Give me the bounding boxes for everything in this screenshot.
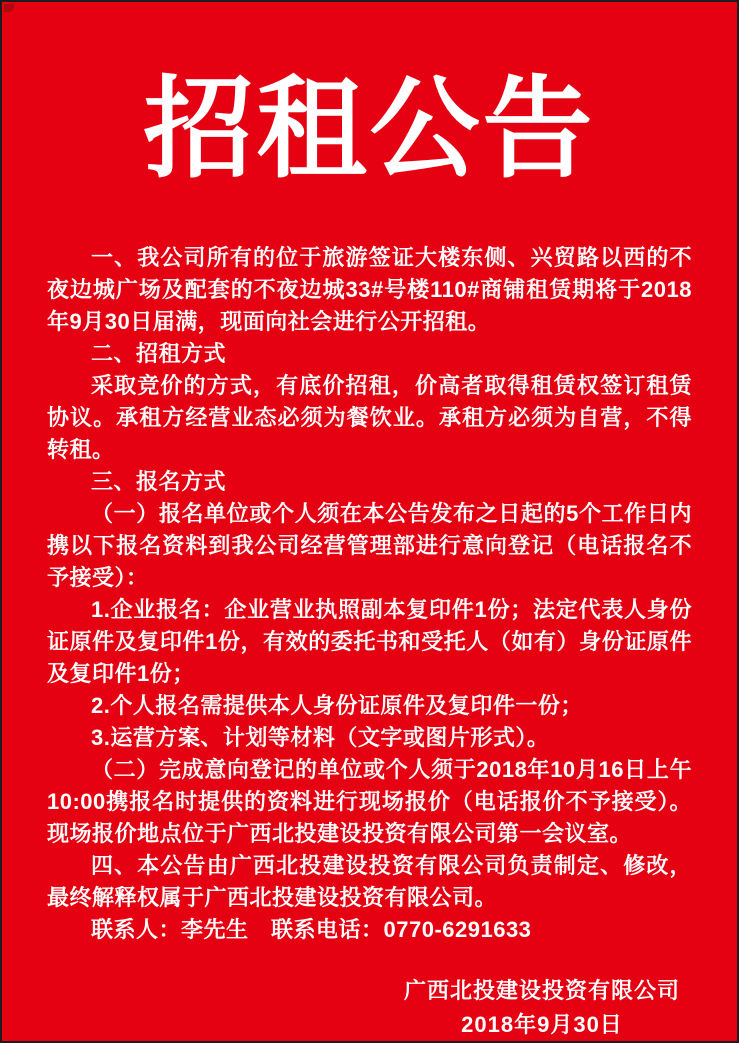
paragraph-section3-doc1: 1.企业报名：企业营业执照副本复印件1份；法定代表人身份证原件及复印件1份，有效的委托书和受托人（如有）身份证原件及复印件1份； [47, 597, 692, 686]
paragraph-section3-item1: （一）报名单位或个人须在本公告发布之日起的5个工作日内携以下报名资料到我公司经营管理部进行意向登记（电话报名不予接受）： [47, 501, 692, 590]
heading-section2: 二、招租方式 [91, 341, 227, 366]
paragraph-section3-item2: （二）完成意向登记的单位或个人须于2018年10月16日上午10:00携报名时提供的资料进行现场报价（电话报价不予接受）。现场报价地点位于广西北投建设投资有限公司第一会议室。 [47, 757, 692, 846]
signature-company: 广西北投建设投资有限公司 [403, 978, 680, 1003]
signature-date: 2018年9月30日 [461, 1012, 623, 1037]
signature-block [404, 974, 680, 1042]
paragraph-section1-intro: 一、我公司所有的位于旅游签证大楼东侧、兴贸路以西的不夜边城广场及配套的不夜边城33#号楼110#商铺租赁期将于2018年9月30日届满，现面向社会进行公开招租。 [47, 245, 692, 334]
poster-body [47, 242, 692, 946]
paragraph-section3-doc2: 2.个人报名需提供本人身份证原件及复印件一份； [91, 693, 583, 718]
poster-title: 招租公告 [143, 69, 596, 191]
paragraph-section4-rights: 四、本公告由广西北投建设投资有限公司负责制定、修改，最终解释权属于广西北投建设投资有限公司。 [47, 853, 692, 910]
contact-line: 联系人：李先生 联系电话：0770-6291633 [91, 917, 532, 942]
scan-artifact [4, 4, 14, 12]
paragraph-section3-doc3: 3.运营方案、计划等材料（文字或图片形式）。 [91, 725, 550, 750]
heading-section3: 三、报名方式 [91, 469, 227, 494]
paragraph-section2-method: 采取竞价的方式，有底价招租，价高者取得租赁权签订租赁协议。承租方经营业态必须为餐饮业。承租方必须为自营，不得转租。 [47, 373, 692, 462]
